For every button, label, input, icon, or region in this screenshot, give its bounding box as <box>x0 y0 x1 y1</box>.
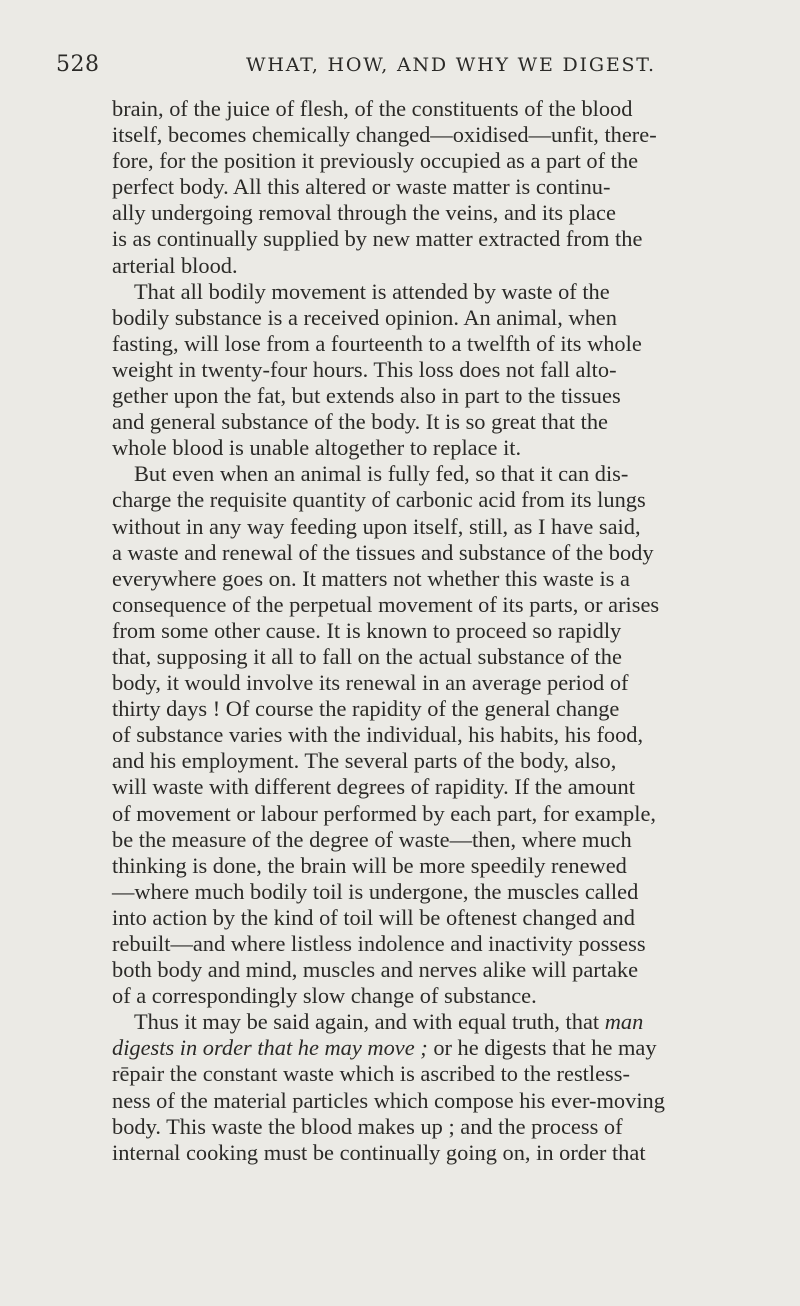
text-line: brain, of the juice of flesh, of the constituents of the blood <box>112 96 633 121</box>
text-line: thirty days ! Of course the rapidity of the general change <box>112 696 620 722</box>
text-line: be the measure of the degree of waste—then, where much <box>112 826 632 852</box>
text-line: perfect body. All this altered or waste matter is continu- <box>112 174 611 200</box>
text-line: arterial blood. <box>112 252 238 278</box>
running-head: WHAT, HOW, AND WHY WE DIGEST. <box>246 54 656 76</box>
text-line: from some other cause. It is known to proceed so rapidly <box>112 617 622 643</box>
page-number: 528 <box>56 52 100 77</box>
text-segment: or he digests that he may <box>433 1035 657 1061</box>
text-line: charge the requisite quantity of carbonic acid from its lungs <box>112 487 646 513</box>
text-line: fore, for the position it previously occupied as a part of the <box>112 148 639 174</box>
text-segment: Thus it may be said again, and with equal truth, that <box>134 1009 600 1035</box>
text-line: is as continually supplied by new matter extracted from the <box>112 226 643 252</box>
text-line: and his employment. The several parts of the body, also, <box>112 748 617 774</box>
text-line: everywhere goes on. It matters not whether this waste is a <box>112 565 630 591</box>
text-line: body. This waste the blood makes up ; and the process of <box>112 1113 623 1139</box>
text-line: rebuilt—and where listless indolence and inactivity possess <box>112 931 646 956</box>
body-text <box>112 96 800 1166</box>
text-line: into action by the kind of toil will be oftenest changed and <box>112 904 635 930</box>
text-line <box>112 1035 800 1061</box>
italic-word: man <box>604 1009 644 1035</box>
text-line: whole blood is unable altogether to replace it. <box>112 435 522 461</box>
text-line: fasting, will lose from a fourteenth to a twelfth of its whole <box>112 330 642 356</box>
text-line: thinking is done, the brain will be more speedily renewed <box>112 852 627 878</box>
paragraph-start-line: That all bodily movement is attended by waste of the <box>134 278 610 304</box>
text-line: of substance varies with the individual, his habits, his food, <box>112 722 644 748</box>
text-line: ally undergoing removal through the veins, and its place <box>112 200 616 226</box>
text-line: weight in twenty-four hours. This loss does not fall alto- <box>112 356 617 382</box>
text-line: without in any way feeding upon itself, still, as I have said, <box>112 513 641 539</box>
page-header <box>56 52 756 86</box>
text-line: that, supposing it all to fall on the actual substance of the <box>112 643 622 669</box>
text-line: bodily substance is a received opinion. An animal, when <box>112 304 617 330</box>
text-line: will waste with different degrees of rapidity. If the amount <box>112 774 635 800</box>
paragraph-start-line <box>112 1009 800 1035</box>
text-line: —where much bodily toil is undergone, the muscles called <box>112 878 639 904</box>
text-line: a waste and renewal of the tissues and substance of the body <box>112 539 654 565</box>
text-line: and general substance of the body. It is so great that the <box>112 409 608 435</box>
text-line: rēpair the constant waste which is ascribed to the restless- <box>112 1061 630 1087</box>
text-line: body, it would involve its renewal in an average period of <box>112 670 629 696</box>
text-line: of movement or labour performed by each part, for example, <box>112 800 657 826</box>
text-line: both body and mind, muscles and nerves alike will partake <box>112 957 639 983</box>
text-line: internal cooking must be continually going on, in order that <box>112 1139 646 1165</box>
text-line: consequence of the perpetual movement of its parts, or arises <box>112 591 660 617</box>
text-line: ness of the material particles which compose his ever-moving <box>112 1087 665 1113</box>
paragraph-start-line: But even when an animal is fully fed, so that it can dis- <box>134 461 629 487</box>
text-line: gether upon the fat, but extends also in part to the tissues <box>112 383 621 409</box>
italic-phrase: digests in order that he may move ; <box>112 1035 428 1061</box>
text-line: itself, becomes chemically changed—oxidised—unfit, there- <box>112 122 657 148</box>
text-line: of a correspondingly slow change of substance. <box>112 983 537 1009</box>
